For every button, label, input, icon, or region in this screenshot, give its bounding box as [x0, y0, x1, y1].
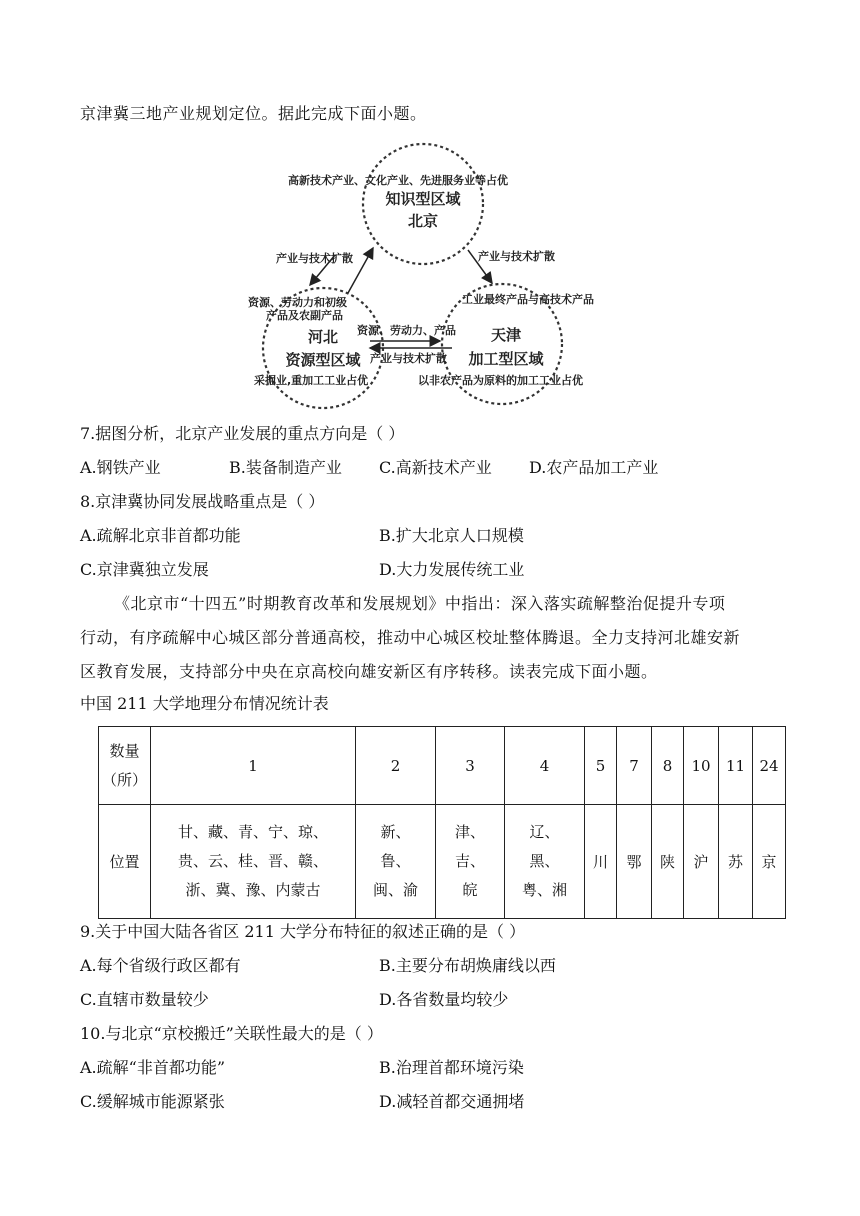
q7-option-a[interactable]: A.钢铁产业 [80, 458, 161, 477]
tianjin-note-top: 工业最终产品与高技术产品 [462, 293, 594, 306]
count-cell: 3 [436, 727, 505, 805]
hebei-name: 河北 [307, 328, 339, 346]
q9-option-a[interactable]: A.每个省级行政区都有 [80, 956, 241, 975]
table-title: 中国 211 大学地理分布情况统计表 [80, 694, 329, 713]
intro-text: 京津冀三地产业规划定位。据此完成下面小题。 [80, 104, 427, 123]
count-cell: 10 [684, 727, 719, 805]
location-header: 位置 [99, 805, 151, 919]
q8-stem: 8.京津冀协同发展战略重点是（ ） [80, 492, 325, 511]
hebei-note-bottom: 采掘业,重加工工业占优 [254, 374, 369, 387]
tianjin-name: 天津 [490, 326, 522, 344]
arrow-mid-top-label: 资源、劳动力、产品 [357, 324, 456, 337]
hebei-type: 资源型区域 [285, 351, 361, 369]
q8-option-d[interactable]: D.大力发展传统工业 [379, 560, 525, 579]
count-cell: 2 [356, 727, 436, 805]
location-cell: 甘、藏、青、宁、琼、 贵、云、桂、晋、赣、 浙、冀、豫、内蒙古 [151, 805, 356, 919]
tianjin-note-bottom: 以非农产品为原料的加工工业占优 [418, 374, 583, 387]
table-row-location [99, 805, 786, 919]
count-cell: 4 [505, 727, 585, 805]
university-distribution-table [98, 726, 786, 919]
passage-line-1: 《北京市“十四五”时期教育改革和发展规划》中指出：深入落实疏解整治促提升专项 [114, 594, 726, 613]
q9-option-d[interactable]: D.各省数量均较少 [379, 990, 509, 1009]
q10-option-d[interactable]: D.减轻首都交通拥堵 [379, 1092, 525, 1111]
table-row-count [99, 727, 786, 805]
beijing-name: 北京 [407, 212, 439, 230]
location-cell: 鄂 [617, 805, 652, 919]
arrow-right-label: 产业与技术扩散 [478, 250, 555, 263]
arrow-mid-bottom-label: 产业与技术扩散 [370, 352, 447, 365]
passage-line-3: 区教育发展，支持部分中央在京高校向雄安新区有序转移。读表完成下面小题。 [80, 662, 658, 681]
count-cell: 24 [753, 727, 786, 805]
location-cell: 津、 吉、 皖 [436, 805, 505, 919]
location-cell: 陕 [652, 805, 684, 919]
arrow-left-label: 产业与技术扩散 [276, 252, 353, 265]
location-cell: 新、 鲁、 闽、渝 [356, 805, 436, 919]
q8-option-a[interactable]: A.疏解北京非首都功能 [80, 526, 241, 545]
q7-stem: 7.据图分析，北京产业发展的重点方向是（ ） [80, 424, 405, 443]
hebei-note-top-1: 资源、劳动力和初级 [248, 296, 347, 309]
q9-option-c[interactable]: C.直辖市数量较少 [80, 990, 209, 1009]
q7-option-c[interactable]: C.高新技术产业 [379, 458, 492, 477]
count-cell: 7 [617, 727, 652, 805]
count-cell: 1 [151, 727, 356, 805]
q7-option-b[interactable]: B.装备制造产业 [229, 458, 342, 477]
q8-option-c[interactable]: C.京津冀独立发展 [80, 560, 209, 579]
q10-option-b[interactable]: B.治理首都环境污染 [379, 1058, 524, 1077]
location-cell: 辽、 黑、 粤、湘 [505, 805, 585, 919]
count-cell: 11 [719, 727, 753, 805]
q9-option-b[interactable]: B.主要分布胡焕庸线以西 [379, 956, 556, 975]
q7-option-d[interactable]: D.农产品加工产业 [529, 458, 659, 477]
location-cell: 川 [585, 805, 617, 919]
beijing-note: 高新技术产业、文化产业、先进服务业等占优 [288, 174, 508, 187]
tianjin-type: 加工型区域 [468, 350, 544, 368]
hebei-note-top-2: 产品及农副产品 [266, 309, 343, 322]
industry-diagram [240, 138, 630, 410]
location-cell: 沪 [684, 805, 719, 919]
q10-option-c[interactable]: C.缓解城市能源紧张 [80, 1092, 225, 1111]
count-cell: 8 [652, 727, 684, 805]
location-cell: 苏 [719, 805, 753, 919]
count-header: 数量 （所） [99, 727, 151, 805]
count-cell: 5 [585, 727, 617, 805]
q9-stem: 9.关于中国大陆各省区 211 大学分布特征的叙述正确的是（ ） [80, 922, 526, 941]
q10-option-a[interactable]: A.疏解“非首都功能” [80, 1058, 226, 1077]
q8-option-b[interactable]: B.扩大北京人口规模 [379, 526, 524, 545]
location-cell: 京 [753, 805, 786, 919]
q10-stem: 10.与北京“京校搬迁”关联性最大的是（ ） [80, 1024, 383, 1043]
beijing-type: 知识型区域 [385, 190, 461, 208]
passage-line-2: 行动，有序疏解中心城区部分普通高校，推动中心城区校址整体腾退。全力支持河北雄安新 [80, 628, 741, 647]
